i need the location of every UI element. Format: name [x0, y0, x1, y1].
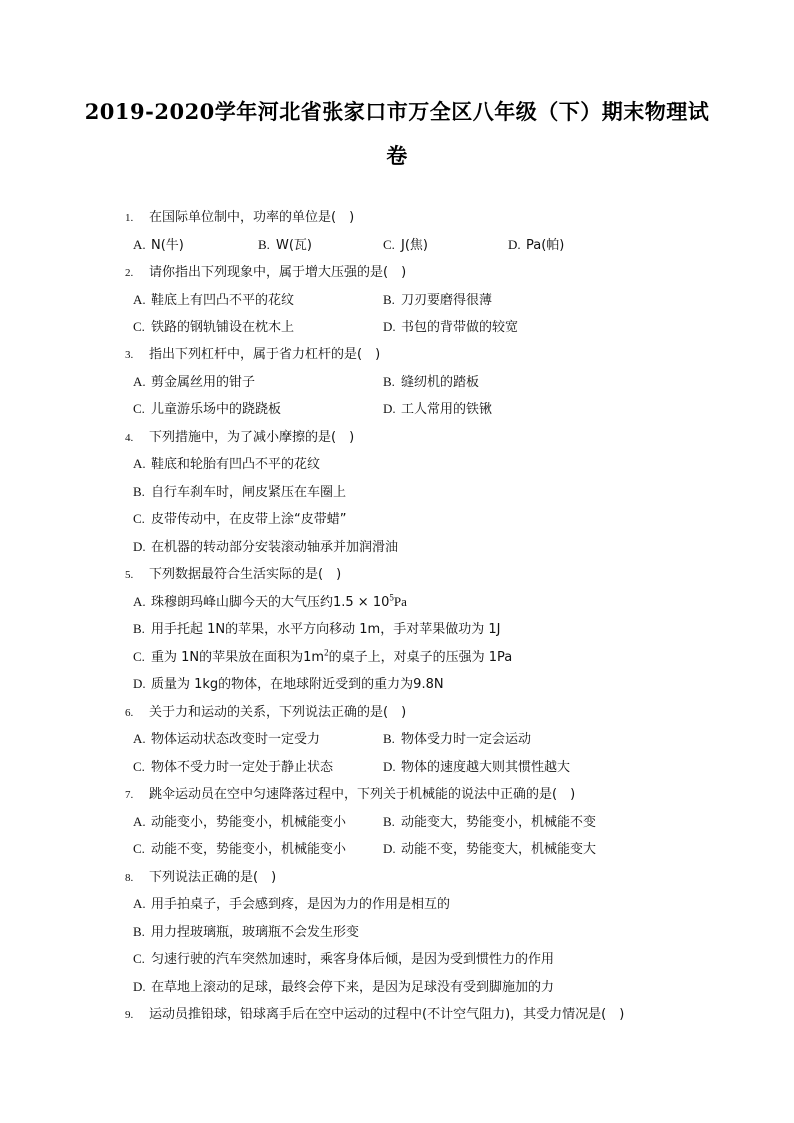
question-text: 下列说法正确的是( )	[149, 870, 277, 885]
option-7b[interactable]: B. 动能变大，势能变小，机械能不变	[383, 814, 597, 830]
question-text: 运动员推铅球，铅球离手后在空中运动的过程中(不计空气阻力)，其受力情况是( )	[149, 1007, 625, 1022]
option-2d[interactable]: D. 书包的背带做的较宽	[383, 319, 519, 335]
option-7a[interactable]: A. 动能变小，势能变小，机械能变小	[133, 814, 347, 830]
question-3	[125, 343, 380, 362]
option-5d[interactable]: D. 质量为 1kg的物体，在地球附近受到的重力为9.8N	[133, 676, 444, 692]
question-number: 9.	[125, 1009, 134, 1021]
question-number: 5.	[125, 569, 134, 581]
question-number: 8.	[125, 872, 134, 884]
option-2c[interactable]: C. 铁路的钢轨铺设在枕木上	[133, 319, 295, 335]
option-3a[interactable]: A. 剪金属丝用的钳子	[133, 374, 256, 390]
option-3c[interactable]: C. 儿童游乐场中的跷跷板	[133, 401, 282, 417]
option-5a[interactable]: A. 珠穆朗玛峰山脚今天的大气压约$1.5 \times 10^5Pa$	[133, 592, 407, 610]
question-text: 下列措施中，为了减小摩擦的是( )	[149, 430, 355, 445]
question-7	[125, 783, 575, 802]
question-text: 跳伞运动员在空中匀速降落过程中，下列关于机械能的说法中正确的是( )	[149, 787, 576, 802]
question-1	[125, 206, 354, 225]
question-text: 请你指出下列现象中，属于增大压强的是( )	[149, 265, 407, 280]
question-5	[125, 563, 341, 582]
option-4a[interactable]: A. 鞋底和轮胎有凹凸不平的花纹	[133, 456, 321, 472]
question-text: 下列数据最符合生活实际的是( )	[149, 567, 342, 582]
question-text: 指出下列杠杆中，属于省力杠杆的是( )	[149, 347, 381, 362]
question-number: 7.	[125, 789, 134, 801]
option-5c[interactable]: C. 重为 1N的苹果放在面积为$1m^2$的桌子上，对桌子的压强为 1Pa	[133, 647, 513, 665]
option-8a[interactable]: A. 用手拍桌子，手会感到疼，是因为力的作用是相互的	[133, 896, 451, 912]
question-number: 2.	[125, 267, 134, 279]
question-number: 1.	[125, 212, 134, 224]
question-number: 4.	[125, 432, 134, 444]
option-3b[interactable]: B. 缝纫机的踏板	[383, 374, 480, 390]
question-number: 6.	[125, 707, 134, 719]
question-text: 关于力和运动的关系，下列说法正确的是( )	[149, 705, 407, 720]
option-2b[interactable]: B. 刀刃要磨得很薄	[383, 292, 493, 308]
option-1b[interactable]: B. W(瓦)	[258, 237, 312, 253]
question-2	[125, 261, 406, 280]
question-4	[125, 426, 354, 445]
option-7d[interactable]: D. 动能不变，势能变大，机械能变大	[383, 841, 597, 857]
option-1c[interactable]: C. J(焦)	[383, 237, 428, 253]
option-2a[interactable]: A. 鞋底上有凹凸不平的花纹	[133, 292, 295, 308]
option-6c[interactable]: C. 物体不受力时一定处于静止状态	[133, 759, 334, 775]
option-4d[interactable]: D. 在机器的转动部分安装滚动轴承并加润滑油	[133, 539, 399, 555]
option-8c[interactable]: C. 匀速行驶的汽车突然加速时，乘客身体后倾，是因为受到惯性力的作用	[133, 951, 555, 967]
question-text: 在国际单位制中，功率的单位是( )	[149, 210, 355, 225]
question-9	[125, 1003, 624, 1022]
option-4b[interactable]: B. 自行车刹车时，闸皮紧压在车圈上	[133, 484, 347, 500]
option-6d[interactable]: D. 物体的速度越大则其惯性越大	[383, 759, 571, 775]
option-1a[interactable]: A. N(牛)	[133, 237, 184, 253]
page-title-continued: 卷	[386, 143, 408, 168]
option-8b[interactable]: B. 用力捏玻璃瓶，玻璃瓶不会发生形变	[133, 924, 360, 940]
option-7c[interactable]: C. 动能不变，势能变小，机械能变小	[133, 841, 347, 857]
question-8	[125, 866, 276, 885]
option-8d[interactable]: D. 在草地上滚动的足球，最终会停下来，是因为足球没有受到脚施加的力	[133, 979, 555, 995]
option-3d[interactable]: D. 工人常用的铁锹	[383, 401, 493, 417]
page-title: 2019-2020学年河北省张家口市万全区八年级（下）期末物理试	[84, 99, 710, 124]
option-6a[interactable]: A. 物体运动状态改变时一定受力	[133, 731, 321, 747]
question-number: 3.	[125, 349, 134, 361]
question-6	[125, 701, 406, 720]
option-1d[interactable]: D. Pa(帕)	[508, 237, 565, 253]
option-5b[interactable]: B. 用手托起 1N的苹果，水平方向移动 1m，手对苹果做功为 1J	[133, 621, 501, 637]
option-6b[interactable]: B. 物体受力时一定会运动	[383, 731, 532, 747]
option-4c[interactable]: C. 皮带传动中，在皮带上涂“皮带蜡”	[133, 511, 347, 527]
